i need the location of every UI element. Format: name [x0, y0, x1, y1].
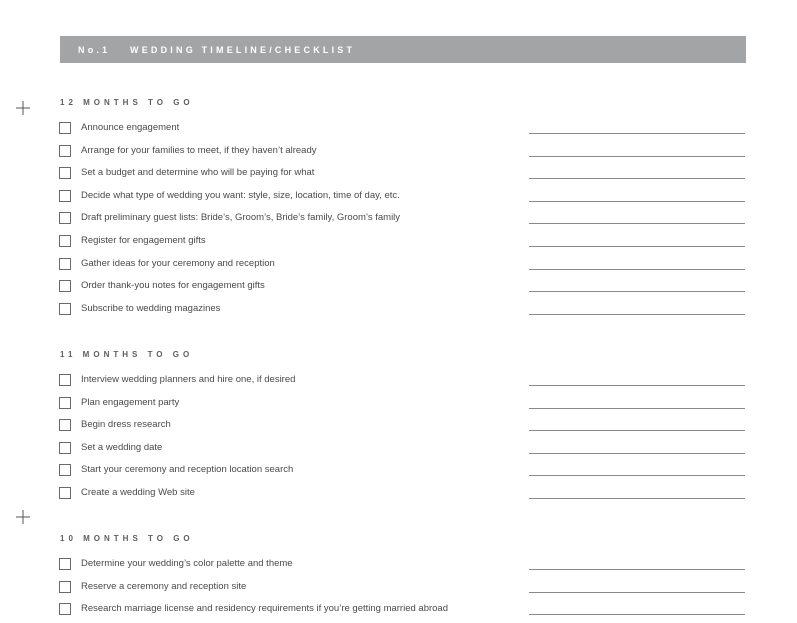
- checklist-item-label: Reserve a ceremony and reception site: [81, 581, 247, 592]
- checklist-item: [59, 557, 746, 573]
- checkbox[interactable]: [59, 122, 71, 134]
- notes-line: [529, 614, 745, 615]
- checklist-item-label: Arrange for your families to meet, if they haven’t already: [81, 145, 317, 156]
- checkbox[interactable]: [59, 603, 71, 615]
- checklist-item-label: Research marriage license and residency requirements if you’re getting married abroad: [81, 603, 448, 614]
- checklist-item-label: Order thank-you notes for engagement gifts: [81, 280, 265, 291]
- page-number: No.1: [78, 44, 111, 55]
- checklist-item-label: Start your ceremony and reception location search: [81, 464, 294, 475]
- checkbox[interactable]: [59, 235, 71, 247]
- checkbox[interactable]: [59, 280, 71, 292]
- checkbox[interactable]: [59, 258, 71, 270]
- checklist-item-label: Register for engagement gifts: [81, 235, 206, 246]
- notes-line: [529, 291, 745, 292]
- crop-mark-icon: [16, 510, 30, 524]
- checklist-item: [59, 441, 746, 457]
- notes-line: [529, 408, 745, 409]
- notes-line: [529, 475, 745, 476]
- checklist-item-label: Announce engagement: [81, 122, 180, 133]
- checklist-item: [59, 211, 746, 227]
- checklist-item-label: Create a wedding Web site: [81, 487, 195, 498]
- checklist-item-label: Decide what type of wedding you want: style, size, location, time of day, etc.: [81, 190, 400, 201]
- checklist-item: [59, 234, 746, 250]
- checklist-item-label: Determine your wedding’s color palette and theme: [81, 558, 293, 569]
- section-title: 12 MONTHS TO GO: [60, 98, 194, 107]
- notes-line: [529, 269, 745, 270]
- checkbox[interactable]: [59, 558, 71, 570]
- checklist-item: [59, 486, 746, 502]
- notes-line: [529, 569, 745, 570]
- notes-line: [529, 385, 745, 386]
- notes-line: [529, 430, 745, 431]
- checklist-item: [59, 121, 746, 137]
- checkbox[interactable]: [59, 442, 71, 454]
- checkbox[interactable]: [59, 303, 71, 315]
- notes-line: [529, 223, 745, 224]
- notes-line: [529, 178, 745, 179]
- checklist-item: [59, 463, 746, 479]
- checklist-item: [59, 373, 746, 389]
- page-header-bar: [60, 36, 746, 63]
- checkbox[interactable]: [59, 581, 71, 593]
- checklist-item-label: Begin dress research: [81, 419, 171, 430]
- checkbox[interactable]: [59, 212, 71, 224]
- page-title: [78, 45, 355, 55]
- section-title: 10 MONTHS TO GO: [60, 534, 194, 543]
- notes-line: [529, 201, 745, 202]
- notes-line: [529, 246, 745, 247]
- checkbox[interactable]: [59, 419, 71, 431]
- checkbox[interactable]: [59, 487, 71, 499]
- checklist-item: [59, 396, 746, 412]
- checklist-item: [59, 602, 746, 618]
- crop-mark-icon: [16, 101, 30, 115]
- notes-line: [529, 314, 745, 315]
- checklist-item: [59, 580, 746, 596]
- checkbox[interactable]: [59, 145, 71, 157]
- checklist-item: [59, 189, 746, 205]
- notes-line: [529, 133, 745, 134]
- checkbox[interactable]: [59, 190, 71, 202]
- checklist-item-label: Set a budget and determine who will be paying for what: [81, 167, 315, 178]
- checklist-item: [59, 279, 746, 295]
- checklist-item-label: Subscribe to wedding magazines: [81, 303, 221, 314]
- checklist-item: [59, 257, 746, 273]
- checkbox[interactable]: [59, 374, 71, 386]
- checklist-item: [59, 418, 746, 434]
- checklist-item: [59, 166, 746, 182]
- checklist-item-label: Set a wedding date: [81, 442, 163, 453]
- checklist-item-label: Interview wedding planners and hire one, if desired: [81, 374, 296, 385]
- checkbox[interactable]: [59, 464, 71, 476]
- checkbox[interactable]: [59, 167, 71, 179]
- checklist-item-label: Plan engagement party: [81, 397, 180, 408]
- notes-line: [529, 592, 745, 593]
- checklist-item-label: Gather ideas for your ceremony and reception: [81, 258, 275, 269]
- section-title: 11 MONTHS TO GO: [60, 350, 194, 359]
- notes-line: [529, 453, 745, 454]
- checkbox[interactable]: [59, 397, 71, 409]
- notes-line: [529, 156, 745, 157]
- checklist-title: WEDDING TIMELINE/CHECKLIST: [130, 44, 356, 55]
- notes-line: [529, 498, 745, 499]
- checklist-item: [59, 144, 746, 160]
- checklist-item-label: Draft preliminary guest lists: Bride’s, Groom’s, Bride’s family, Groom’s family: [81, 212, 401, 223]
- checklist-item: [59, 302, 746, 318]
